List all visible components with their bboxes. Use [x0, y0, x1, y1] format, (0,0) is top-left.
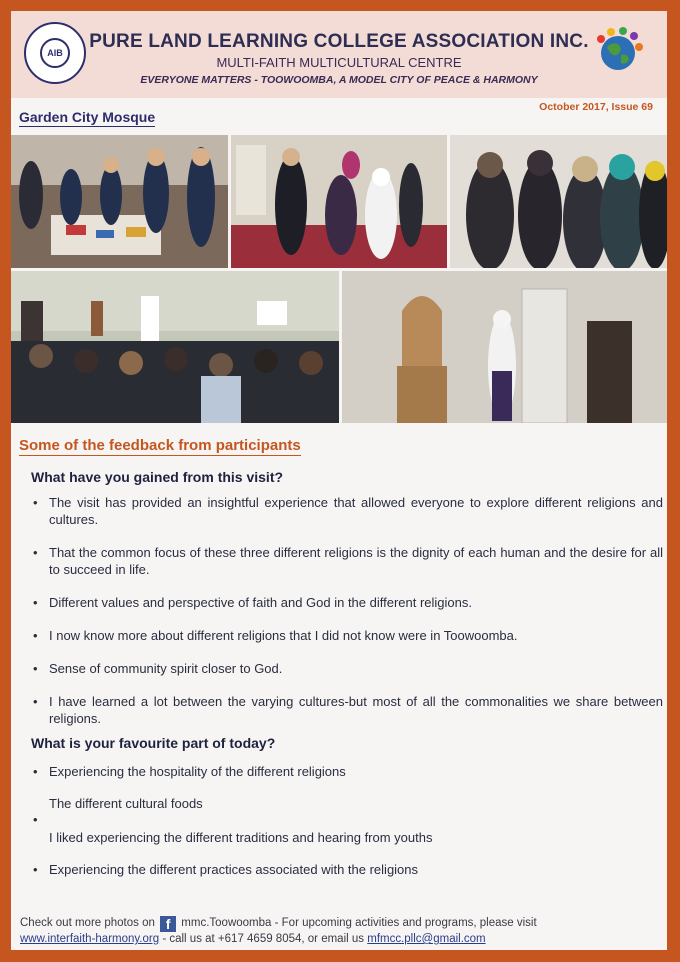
answers-gained-list [31, 494, 663, 727]
issue-label: October 2017, Issue 69 [539, 101, 653, 113]
list-item: • Sense of community spirit closer to God. [33, 661, 283, 676]
photo-mosque-greeting [231, 135, 447, 268]
globe-logo [589, 25, 647, 83]
footer-text-photos: Check out more photos on [20, 917, 155, 929]
facebook-icon[interactable]: f [160, 916, 176, 932]
photo-prayer-hall-audience [11, 271, 339, 423]
list-item: • That the common focus of these three different religions is the dignity of each human and the desire for all to succeed in life. [33, 545, 663, 577]
list-item: • I have learned a lot between the varying cultures-but most of all the commonalities we share between religions. [33, 694, 663, 726]
list-item: • Experiencing the different practices associated with the religions [33, 862, 419, 877]
org-subtitle: MULTI-FAITH MULTICULTURAL CENTRE [216, 55, 462, 70]
question-gained: What have you gained from this visit? [31, 469, 284, 485]
email-link[interactable]: mfmcc.pllc@gmail.com [367, 933, 486, 945]
footer [20, 916, 660, 947]
photo-students-display [11, 135, 228, 268]
org-title: PURE LAND LEARNING COLLEGE ASSOCIATION INC. [89, 31, 589, 52]
facebook-handle[interactable]: mmc.Toowoomba [181, 917, 272, 929]
logo-mark: AIB [40, 38, 70, 68]
list-item: • Experiencing the hospitality of the different religions [33, 764, 346, 779]
photo-speaker-mihrab [342, 271, 667, 423]
header-banner [11, 11, 667, 98]
feedback-title: Some of the feedback from participants [19, 437, 301, 454]
website-link[interactable]: www.interfaith-harmony.org [20, 933, 160, 945]
photo-hijab-group [450, 135, 667, 268]
list-item: • Different values and perspective of faith and God in the different religions. [33, 595, 473, 610]
footer-text-visit: - For upcoming activities and programs, please visit [274, 917, 537, 929]
list-item: • The visit has provided an insightful experience that allowed everyone to explore different religions and cultures. [33, 495, 663, 527]
list-item: • I now know more about different religions that I did not know were in Toowoomba. [33, 628, 518, 643]
org-tagline: EVERYONE MATTERS - TOOWOOMBA, A MODEL CITY OF PEACE & HARMONY [140, 74, 538, 86]
newsletter-page [11, 11, 667, 950]
question-favourite: What is your favourite part of today? [31, 735, 276, 751]
section-title: Garden City Mosque [19, 109, 156, 125]
answers-favourite-list [31, 763, 663, 878]
list-item: • The different cultural foods I liked experiencing the different traditions and hearing from youths [33, 796, 433, 845]
footer-text-contact: - call us at +617 4659 8054, or email us [162, 933, 365, 945]
